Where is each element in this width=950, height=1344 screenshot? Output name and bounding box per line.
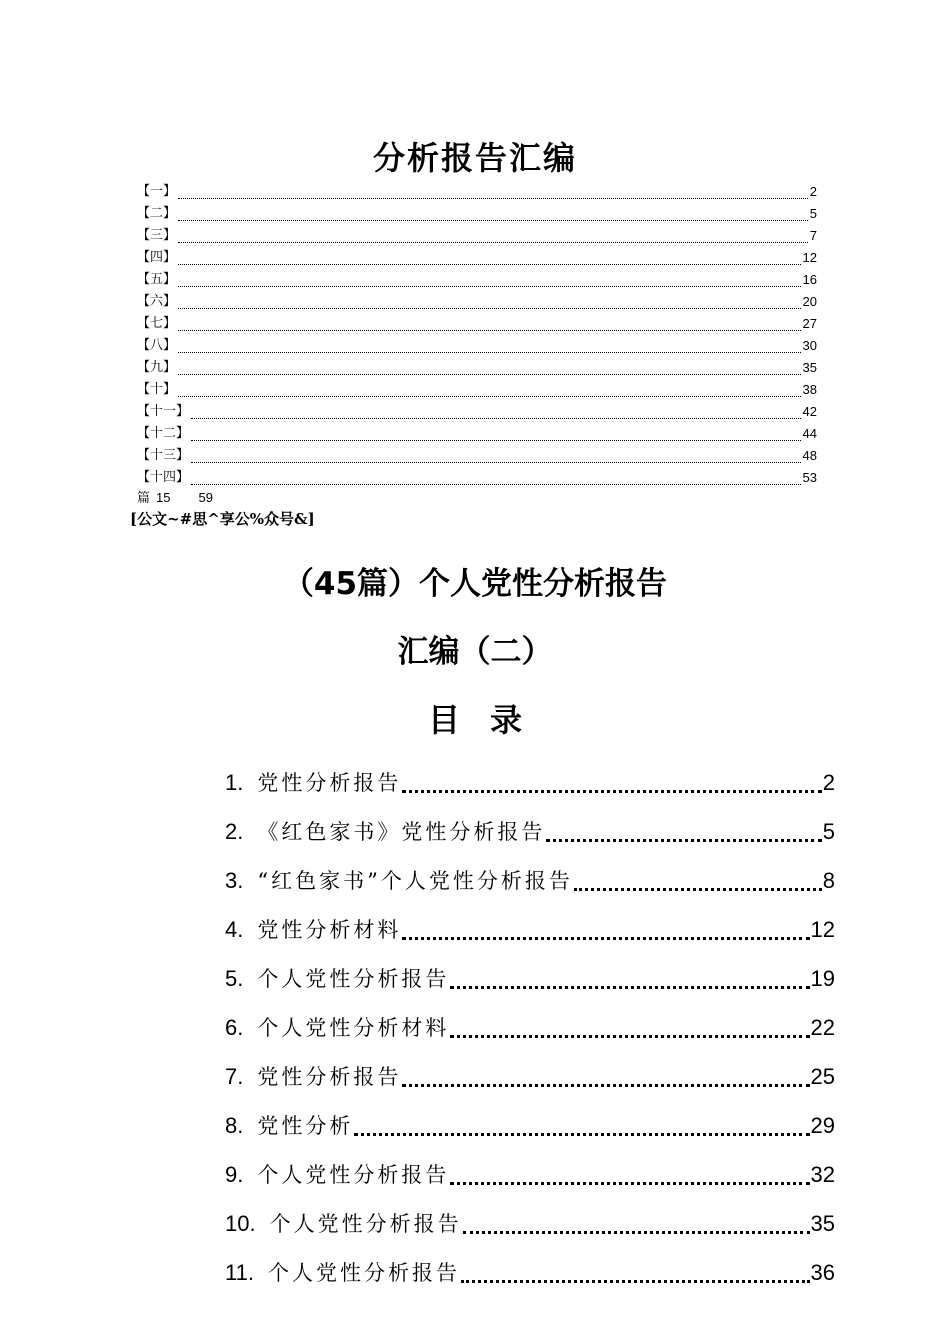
dot-leader [178, 228, 808, 243]
main-table-of-contents [225, 754, 835, 1293]
toc-entry-page: 8 [822, 868, 835, 893]
toc-heading: 目录 [427, 701, 552, 739]
toc-entry-label: 个人党性分析报告 [257, 967, 450, 991]
toc-entry-page: 30 [802, 338, 817, 353]
toc-entry-label: 《红色家书》党性分析报告 [257, 820, 546, 844]
dot-leader [178, 382, 801, 397]
toc-entry-page: 2 [822, 770, 835, 795]
toc-entry[interactable] [137, 269, 817, 291]
dot-leader [402, 770, 821, 793]
toc-entry[interactable] [137, 357, 817, 379]
toc-entry-page: 12 [802, 250, 817, 265]
dot-leader [546, 819, 821, 842]
toc-entry-label: 党性分析材料 [257, 918, 402, 942]
toc-entry-label: 【三】 [137, 228, 177, 243]
misc-page: 59 [198, 490, 213, 505]
dot-leader [178, 272, 801, 287]
dot-leader [178, 360, 801, 375]
toc-entry-label: 【四】 [137, 250, 177, 265]
toc-entry-label: 党性分析报告 [257, 1065, 402, 1089]
toc-entry-page: 35 [802, 360, 817, 375]
dot-leader [450, 1015, 809, 1038]
toc-entry-page: 35 [810, 1211, 835, 1236]
toc-entry-label: 个人党性分析报告 [269, 1212, 462, 1236]
dot-leader [402, 1064, 809, 1087]
dot-leader [402, 917, 809, 940]
toc-entry-label: 【六】 [137, 294, 177, 309]
toc-entry[interactable] [137, 203, 817, 225]
toc-entry-label: 【九】 [137, 360, 177, 375]
toc-entry-label: 个人党性分析报告 [257, 1163, 450, 1187]
toc-entry-number: 8. [225, 1113, 244, 1138]
toc-entry-number: 2. [225, 819, 244, 844]
toc-entry-page: 32 [810, 1162, 835, 1187]
toc-entry[interactable] [225, 999, 835, 1048]
toc-entry-page: 53 [802, 470, 817, 485]
dot-leader [191, 470, 801, 485]
dot-leader [178, 250, 801, 265]
toc-entry[interactable] [137, 225, 817, 247]
toc-entry[interactable] [225, 901, 835, 950]
source-tag: [公文~#思^享公%众号&] [130, 510, 315, 528]
dot-leader [354, 1113, 809, 1136]
toc-entry-label: 党性分析报告 [257, 771, 402, 795]
toc-entry[interactable] [225, 803, 835, 852]
dot-leader [178, 206, 808, 221]
toc-entry[interactable] [137, 467, 817, 489]
toc-entry[interactable] [137, 401, 817, 423]
toc-entry[interactable] [137, 291, 817, 313]
toc-entry-label: 个人党性分析报告 [267, 1261, 460, 1285]
toc-entry-label: 【十一】 [137, 404, 190, 419]
misc-number: 15 [156, 490, 171, 505]
toc-entry-number: 7. [225, 1064, 244, 1089]
toc-entry-label: 【十二】 [137, 426, 190, 441]
toc-entry-label: 【十】 [137, 382, 177, 397]
toc-entry-number: 5. [225, 966, 244, 991]
toc-entry[interactable] [225, 1244, 835, 1293]
toc-entry-page: 27 [802, 316, 817, 331]
toc-entry-number: 11. [225, 1260, 254, 1285]
toc-entry-number: 10. [225, 1211, 256, 1236]
toc-entry-number: 3. [225, 868, 244, 893]
dot-leader [191, 426, 801, 441]
toc-entry[interactable] [137, 335, 817, 357]
toc-entry-label: 【二】 [137, 206, 177, 221]
dot-leader [450, 1162, 809, 1185]
toc-entry-label: 【八】 [137, 338, 177, 353]
toc-entry-page: 38 [802, 382, 817, 397]
misc-label: 篇 [137, 491, 151, 506]
dot-leader [191, 404, 801, 419]
section-title: （45篇）个人党性分析报告 [282, 566, 668, 602]
toc-entry-label: 【十四】 [137, 470, 190, 485]
toc-entry[interactable] [137, 445, 817, 467]
short-table-of-contents [137, 181, 817, 489]
toc-entry-page: 36 [810, 1260, 835, 1285]
dot-leader [191, 448, 801, 463]
toc-entry-number: 6. [225, 1015, 244, 1040]
toc-entry-page: 29 [810, 1113, 835, 1138]
toc-entry-label: 个人党性分析材料 [257, 1016, 450, 1040]
dot-leader [178, 184, 808, 199]
section-subtitle: 汇编（二） [397, 634, 553, 670]
dot-leader [450, 966, 809, 989]
dot-leader [461, 1260, 810, 1283]
dot-leader [463, 1211, 810, 1234]
toc-entry[interactable] [225, 852, 835, 901]
toc-entry[interactable] [137, 181, 817, 203]
misc-entry-line [137, 487, 213, 506]
toc-entry-page: 48 [802, 448, 817, 463]
toc-entry-number: 1. [225, 770, 244, 795]
toc-entry-page: 19 [810, 966, 835, 991]
toc-entry-page: 5 [809, 206, 817, 221]
toc-entry[interactable] [225, 950, 835, 999]
toc-entry-page: 7 [809, 228, 817, 243]
toc-entry[interactable] [225, 1048, 835, 1097]
toc-entry-page: 44 [802, 426, 817, 441]
dot-leader [574, 868, 822, 891]
toc-entry-number: 9. [225, 1162, 244, 1187]
dot-leader [178, 338, 801, 353]
toc-entry-label: 党性分析 [257, 1114, 354, 1138]
toc-entry-label: 【七】 [137, 316, 177, 331]
toc-entry[interactable] [225, 1146, 835, 1195]
page-title: 分析报告汇编 [372, 139, 577, 177]
toc-entry-label: 【十三】 [137, 448, 190, 463]
toc-entry[interactable] [225, 754, 835, 803]
toc-entry[interactable] [137, 379, 817, 401]
toc-entry[interactable] [137, 313, 817, 335]
dot-leader [178, 316, 801, 331]
toc-entry-page: 42 [802, 404, 817, 419]
toc-entry-label: “红色家书”个人党性分析报告 [257, 869, 573, 893]
toc-entry-label: 【一】 [137, 184, 177, 199]
toc-entry-number: 4. [225, 917, 244, 942]
toc-entry-page: 22 [810, 1015, 835, 1040]
toc-entry-page: 16 [802, 272, 817, 287]
dot-leader [178, 294, 801, 309]
toc-entry-label: 【五】 [137, 272, 177, 287]
toc-entry[interactable] [225, 1097, 835, 1146]
toc-entry-page: 25 [810, 1064, 835, 1089]
toc-entry-page: 20 [802, 294, 817, 309]
toc-entry[interactable] [137, 247, 817, 269]
toc-entry-page: 2 [809, 184, 817, 199]
toc-entry[interactable] [137, 423, 817, 445]
toc-entry-page: 5 [822, 819, 835, 844]
toc-entry-page: 12 [810, 917, 835, 942]
toc-entry[interactable] [225, 1195, 835, 1244]
